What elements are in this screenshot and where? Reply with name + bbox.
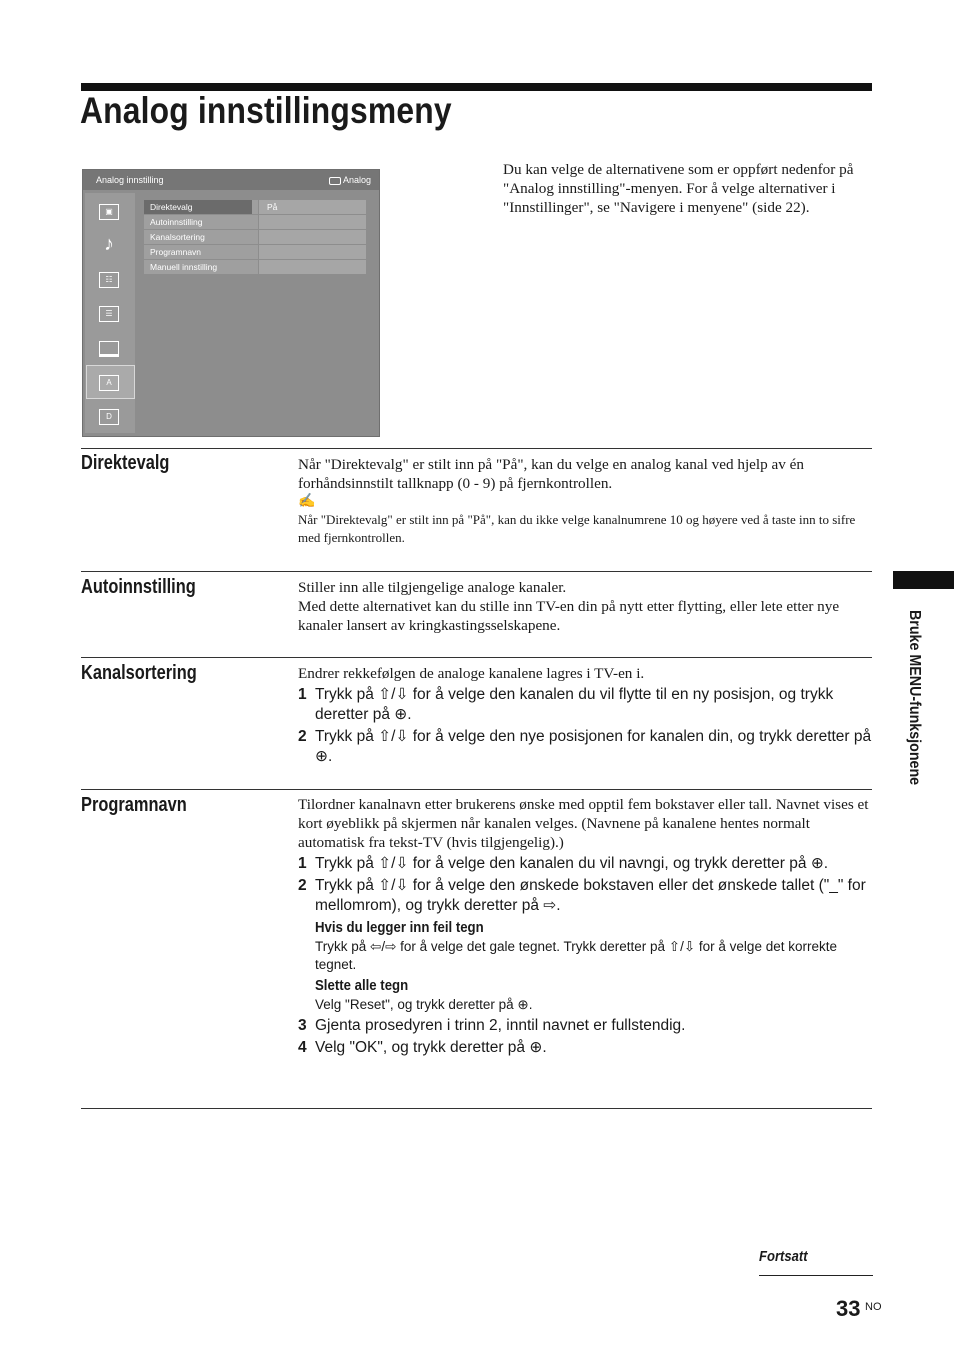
tv-menu-list bbox=[144, 200, 366, 275]
intro-paragraph: Du kan velge de alternativene som er oppført nedenfor på "Analog innstilling"-menyen. For å velge alternativer i "Innstillinger", se "Navigere i menyene" (side 22). bbox=[503, 161, 854, 216]
subtext-delete-all: Velg "Reset", og trykk deretter på ⊕. bbox=[315, 997, 533, 1012]
section-body-kanalsortering bbox=[298, 664, 873, 767]
step-item: 3 Gjenta prosedyren i trinn 2, inntil navnet er fullstendig. bbox=[298, 1017, 686, 1034]
tv-menu-item: Manuell innstilling bbox=[144, 260, 366, 274]
side-tab-label: Bruke MENU-funksjonene bbox=[906, 610, 923, 786]
subheading-wrong-char: Hvis du legger inn feil tegn bbox=[315, 919, 484, 936]
side-tab-marker bbox=[893, 571, 954, 589]
step-item: 1 Trykk på ⇧/⇩ for å velge den kanalen du vil navngi, og trykk deretter på ⊕. bbox=[298, 855, 829, 872]
tv-menu-item: Direktevalg På bbox=[144, 200, 366, 214]
section-divider bbox=[81, 1108, 872, 1109]
section-divider bbox=[81, 571, 872, 572]
page-title: Analog innstillingsmeny bbox=[80, 90, 452, 131]
step-item: 4 Velg "OK", og trykk deretter på ⊕. bbox=[298, 1039, 547, 1056]
section-divider bbox=[81, 789, 872, 790]
section-heading-autoinnstilling: Autoinnstilling bbox=[81, 576, 196, 598]
tv-menu-title: Analog innstilling bbox=[96, 175, 164, 185]
section-heading-kanalsortering: Kanalsortering bbox=[81, 662, 197, 684]
settings-icon: ☷ bbox=[99, 272, 119, 288]
section-body-programnavn bbox=[298, 795, 873, 1058]
continued-label: Fortsatt bbox=[759, 1249, 808, 1265]
features-icon: ☰ bbox=[99, 306, 119, 322]
continued-rule bbox=[759, 1275, 873, 1276]
sound-icon: ♪ bbox=[104, 233, 114, 255]
tv-menu-item: Autoinnstilling bbox=[144, 215, 366, 229]
autoinnstilling-line2: Med dette alternativet kan du stille inn TV-en din på nytt etter flytting, eller lete etter nye kanaler lansert av kringkastingsselskapene. bbox=[298, 598, 840, 634]
section-divider bbox=[81, 448, 872, 449]
section-heading-direktevalg: Direktevalg bbox=[81, 452, 170, 474]
step-item: 1 Trykk på ⇧/⇩ for å velge den kanalen du vil flytte til en ny posisjon, og trykk deretter på ⊕. bbox=[298, 686, 834, 723]
step-item: 2 Trykk på ⇧/⇩ for å velge den nye posisjonen for kanalen din, og trykk deretter på ⊕. bbox=[298, 728, 872, 765]
programnavn-text: Tilordner kanalnavn etter brukerens ønske med opptil fem bokstaver eller tall. Navnet vises et kort øyeblikk på skjermen når kanalen velges. (Navnene på kanalene hentes normalt automatisk fra tekst-TV (hvis tilgjengelig).) bbox=[298, 796, 869, 851]
tv-menu-item: Programnavn bbox=[144, 245, 366, 259]
note-pencil-icon: ✍ bbox=[298, 494, 316, 509]
tv-menu-source: Analog bbox=[329, 175, 371, 185]
section-divider bbox=[81, 657, 872, 658]
digital-setup-icon: D bbox=[99, 409, 119, 425]
pc-icon bbox=[99, 341, 119, 357]
autoinnstilling-line1: Stiller inn alle tilgjengelige analoge kanaler. bbox=[298, 579, 567, 596]
tv-menu-item: Kanalsortering bbox=[144, 230, 366, 244]
tv-menu-sidebar bbox=[85, 193, 135, 433]
input-icon bbox=[329, 177, 341, 185]
page-number: 33 bbox=[836, 1296, 861, 1321]
picture-icon: ▣ bbox=[99, 204, 119, 220]
section-heading-programnavn: Programnavn bbox=[81, 794, 187, 816]
step-item: 2 Trykk på ⇧/⇩ for å velge den ønskede bokstaven eller det ønskede tallet ("_" for mellomrom), og trykk deretter på ⇨. Hvis du legger inn feil tegn Trykk på ⇦/⇨ for å velge det gale tegnet. Trykk deretter på ⇧/⇩ for å velge det korrekte tegnet. Slette alle tegn Velg "Reset", og trykk deretter på ⊕. bbox=[298, 876, 873, 1014]
kanalsortering-text: Endrer rekkefølgen de analoge kanalene lagres i TV-en i. bbox=[298, 665, 645, 682]
tv-menu-screenshot bbox=[82, 169, 380, 437]
section-body-autoinnstilling bbox=[298, 578, 873, 635]
subtext-wrong-char: Trykk på ⇦/⇨ for å velge det gale tegnet. Trykk deretter på ⇧/⇩ for å velge det korrekte tegnet. bbox=[315, 939, 837, 972]
direktevalg-note: Når "Direktevalg" er stilt inn på "På", kan du ikke velge kanalnumrene 10 og høyere ved å taste inn to sifre med fjernkontrollen. bbox=[298, 512, 856, 545]
analog-setup-icon: A bbox=[99, 375, 119, 391]
direktevalg-text: Når "Direktevalg" er stilt inn på "På", kan du velge en analog kanal ved hjelp av én forhåndsinnstilt tallknapp (0 - 9) på fjernkontrollen. bbox=[298, 456, 804, 492]
section-body-direktevalg bbox=[298, 455, 873, 546]
subheading-delete-all: Slette alle tegn bbox=[315, 977, 409, 994]
tv-menu-header bbox=[83, 170, 379, 190]
page-language-code: NO bbox=[865, 1301, 882, 1313]
